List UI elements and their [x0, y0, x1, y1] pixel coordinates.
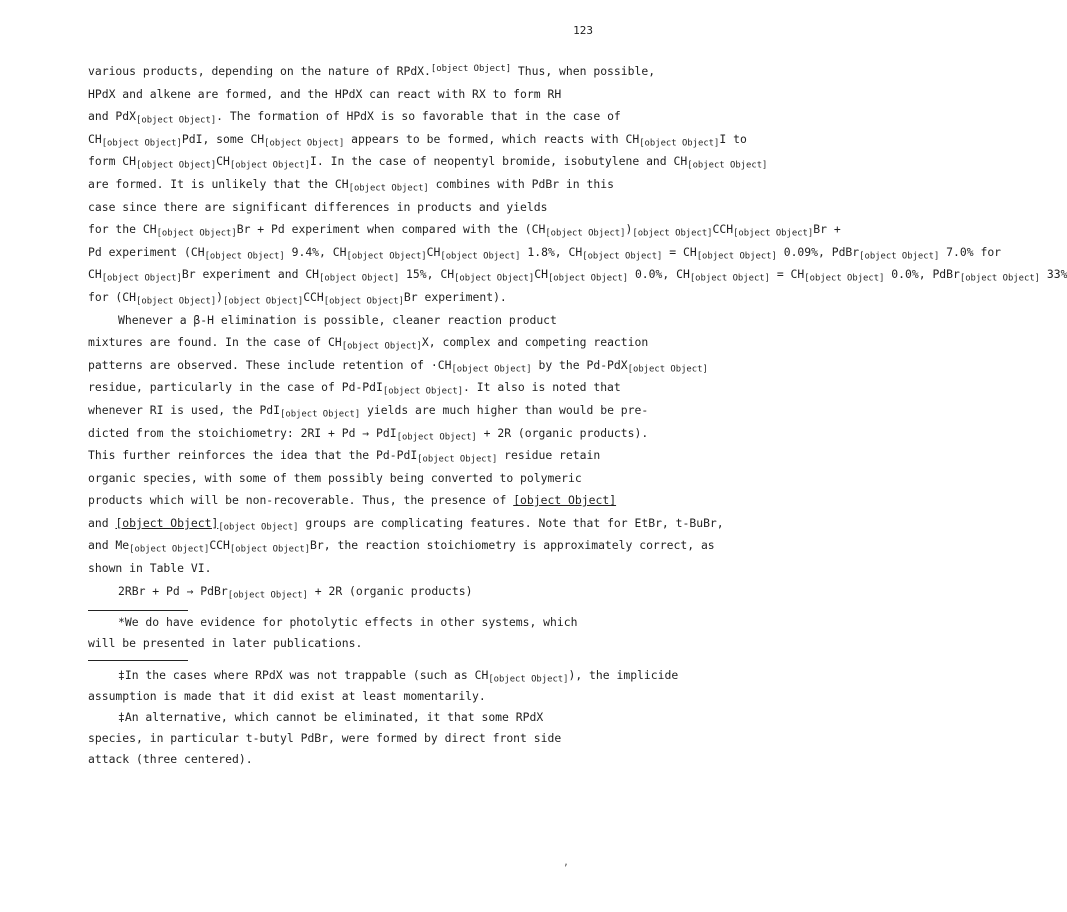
- subscript: [object Object]: [687, 161, 768, 172]
- body-line: [88, 534, 715, 557]
- text-run: I to: [719, 131, 747, 146]
- text-run: Br +: [813, 222, 841, 237]
- subscript: [object Object]: [136, 161, 217, 172]
- footnote-line: [88, 707, 608, 728]
- text-run: This further reinforces the idea that the Pd-PdI: [88, 448, 418, 463]
- text-run: CCH: [303, 289, 324, 304]
- subscript: [object Object]: [204, 251, 285, 262]
- text-run: form CH: [88, 154, 137, 169]
- subscript: [object Object]: [346, 251, 427, 262]
- text-run: case since there are significant differences in products and yields: [88, 199, 548, 214]
- body-line: [88, 60, 656, 83]
- text-run: ), the implicide: [568, 668, 679, 683]
- subscript: [object Object]: [396, 432, 477, 443]
- subscript: [object Object]: [545, 228, 626, 239]
- text-run: for (CH: [88, 289, 137, 304]
- text-run: combines with PdBr in this: [428, 176, 614, 191]
- subscript: [object Object]: [156, 228, 237, 239]
- subscript: [object Object]: [959, 274, 1041, 284]
- subscript: [object Object]: [417, 454, 498, 465]
- text-run: Pd experiment (CH: [88, 244, 205, 259]
- subscript: [object Object]: [129, 545, 210, 556]
- body-line: [88, 128, 747, 151]
- subscript: [object Object]: [264, 138, 345, 149]
- text-run: X, complex and competing reaction: [421, 335, 649, 350]
- subscript: [object Object]: [382, 386, 464, 397]
- body-line: [88, 83, 608, 106]
- body-line: [88, 173, 614, 196]
- text-run: Br, the reaction stoichiometry is approximately correct, as: [310, 538, 715, 553]
- subscript: [object Object]: [639, 138, 720, 149]
- text-run: 0.0%, CH: [628, 267, 690, 282]
- subscript: [object Object]: [547, 274, 629, 284]
- text-run: products which will be non-recoverable. Thus, the presence of: [88, 493, 514, 508]
- subscript: [object Object]: [632, 228, 713, 239]
- body-line: [88, 263, 1067, 286]
- text-run: = CH: [662, 244, 697, 259]
- body-line: [88, 331, 649, 354]
- text-run: = CH: [769, 267, 805, 282]
- subscript: [object Object]: [488, 674, 569, 685]
- text-run: various products, depending on the nature of RPdX.: [88, 64, 431, 78]
- subscript: [object Object]: [323, 296, 404, 307]
- body-line: [88, 422, 649, 445]
- text-run: HPdX and alkene are formed, and the HPdX can react with RX to form RH: [88, 86, 562, 101]
- subscript: [object Object]: [733, 228, 814, 239]
- text-run: ): [216, 289, 224, 304]
- text-run: CH: [88, 267, 102, 282]
- text-run: Br + Pd experiment when compared with the (CH: [236, 222, 546, 237]
- subscript: [object Object]: [689, 274, 770, 284]
- subscript: [object Object]: [136, 115, 217, 126]
- subscript: [object Object]: [229, 161, 311, 172]
- text-run: appears to be formed, which reacts with CH: [344, 131, 640, 146]
- subscript: [object Object]: [280, 409, 361, 420]
- stray-mark: ‚: [563, 857, 570, 868]
- body-line: [88, 286, 608, 309]
- footnote-photolytic: [88, 612, 608, 654]
- text-run: and PdX: [88, 109, 137, 124]
- text-run: yields are much higher than would be pre-: [360, 402, 649, 417]
- subscript: [object Object]: [136, 296, 217, 307]
- body-line: [88, 241, 1002, 264]
- body-line: [88, 399, 649, 422]
- text-run: 2RBr + Pd → PdBr: [118, 583, 228, 598]
- text-run: CH: [88, 131, 102, 146]
- subscript: [object Object]: [227, 590, 308, 601]
- subscript: [object Object]: [451, 364, 532, 375]
- text-run: and: [88, 515, 116, 530]
- body-line: [88, 218, 841, 241]
- text-run: CH: [534, 267, 548, 282]
- underlined-text: [object Object]: [115, 515, 219, 530]
- subscript: [object Object]: [341, 341, 422, 352]
- text-run: by the Pd-PdX: [531, 357, 628, 372]
- page-number: 123: [573, 24, 593, 37]
- text-run: CH: [216, 154, 230, 169]
- text-run: 33%: [1040, 267, 1067, 282]
- text-run: CH: [426, 244, 441, 259]
- footnotes-rpdx: [88, 665, 679, 770]
- text-run: will be presented in later publications.: [88, 636, 363, 651]
- body-text: [88, 60, 1067, 770]
- footnote-line: [88, 633, 608, 654]
- footnote-line: [88, 728, 608, 749]
- text-run: + 2R (organic products).: [476, 425, 649, 440]
- underlined-text: [object Object]: [513, 493, 617, 508]
- subscript: [object Object]: [101, 274, 182, 284]
- subscript: [object Object]: [319, 274, 400, 284]
- text-run: attack (three centered).: [88, 752, 253, 767]
- text-run: + 2R (organic products): [307, 583, 473, 598]
- footnote-line: [88, 612, 608, 633]
- body-line: [88, 105, 621, 128]
- text-run: are formed. It is unlikely that the CH: [88, 176, 349, 191]
- text-run: assumption is made that it did exist at least momentarily.: [88, 689, 486, 704]
- text-run: organic species, with some of them possibly being converted to polymeric: [88, 470, 582, 485]
- text-run: Br experiment and CH: [181, 267, 320, 282]
- body-line: [88, 489, 617, 512]
- text-run: Br experiment).: [403, 289, 507, 304]
- footnote-line: [88, 749, 608, 770]
- text-run: 0.09%, PdBr: [776, 244, 860, 259]
- text-run: 9.4%, CH: [284, 244, 347, 259]
- body-line: [88, 512, 724, 535]
- text-run: PdI, some CH: [181, 131, 265, 146]
- body-line: [88, 150, 768, 173]
- text-run: *We do have evidence for photolytic effects in other systems, which: [118, 615, 578, 630]
- text-run: Thus, when possible,: [511, 64, 656, 78]
- text-run: . It also is noted that: [463, 380, 621, 395]
- subscript: [object Object]: [804, 274, 885, 284]
- body-line: [88, 444, 608, 467]
- superscript: [object Object]: [430, 64, 512, 74]
- text-run: whenever RI is used, the PdI: [88, 402, 281, 417]
- subscript: [object Object]: [218, 522, 299, 533]
- text-run: residue, particularly in the case of Pd-PdI: [88, 380, 383, 395]
- subscript: [object Object]: [627, 364, 708, 375]
- text-run: 15%, CH: [399, 267, 455, 282]
- footnote-line: [88, 686, 608, 707]
- text-run: residue retain: [497, 448, 601, 463]
- subscript: [object Object]: [696, 251, 777, 262]
- text-run: species, in particular t-butyl PdBr, were formed by direct front side: [88, 731, 562, 746]
- text-run: shown in Table VI.: [88, 561, 212, 576]
- subscript: [object Object]: [101, 138, 182, 149]
- subscript: [object Object]: [582, 251, 663, 262]
- subscript: [object Object]: [859, 251, 940, 262]
- footnote-line: [88, 665, 679, 686]
- text-run: 1.8%, CH: [520, 244, 583, 259]
- body-line: [88, 309, 608, 332]
- text-run: mixtures are found. In the case of CH: [88, 335, 342, 350]
- text-run: patterns are observed. These include retention of ·CH: [88, 357, 452, 372]
- subscript: [object Object]: [454, 274, 535, 284]
- body-line: [88, 354, 708, 377]
- body-line: [88, 467, 608, 490]
- text-run: 7.0% for: [939, 244, 1002, 259]
- body-line: [88, 376, 621, 399]
- subscript: [object Object]: [348, 183, 429, 194]
- footnote-rule: [88, 610, 188, 611]
- body-line: [88, 580, 608, 603]
- text-run: ‡An alternative, which cannot be eliminated, it that some RPdX: [118, 710, 544, 725]
- text-run: . The formation of HPdX is so favorable that in the case of: [216, 109, 621, 124]
- text-run: I. In the case of neopentyl bromide, isobutylene and CH: [310, 154, 688, 169]
- text-run: ‡In the cases where RPdX was not trappable (such as CH: [118, 668, 489, 683]
- subscript: [object Object]: [223, 296, 304, 307]
- text-run: 0.0%, PdBr: [884, 267, 960, 282]
- text-run: CCH: [712, 222, 734, 237]
- subscript: [object Object]: [440, 251, 521, 262]
- text-run: Whenever a β-H elimination is possible, cleaner reaction product: [118, 312, 557, 327]
- body-line: [88, 196, 608, 219]
- text-run: CCH: [209, 538, 230, 553]
- text-run: dicted from the stoichiometry: 2RI + Pd → PdI: [88, 425, 397, 440]
- text-run: ): [625, 222, 633, 237]
- body-line: [88, 557, 608, 580]
- text-run: and Me: [88, 538, 130, 553]
- text-run: for the CH: [88, 222, 157, 237]
- subscript: [object Object]: [229, 545, 311, 556]
- footnote-rule-second: [88, 660, 188, 661]
- main-paragraphs: [88, 60, 1067, 602]
- text-run: groups are complicating features. Note that for EtBr, t-BuBr,: [298, 515, 724, 530]
